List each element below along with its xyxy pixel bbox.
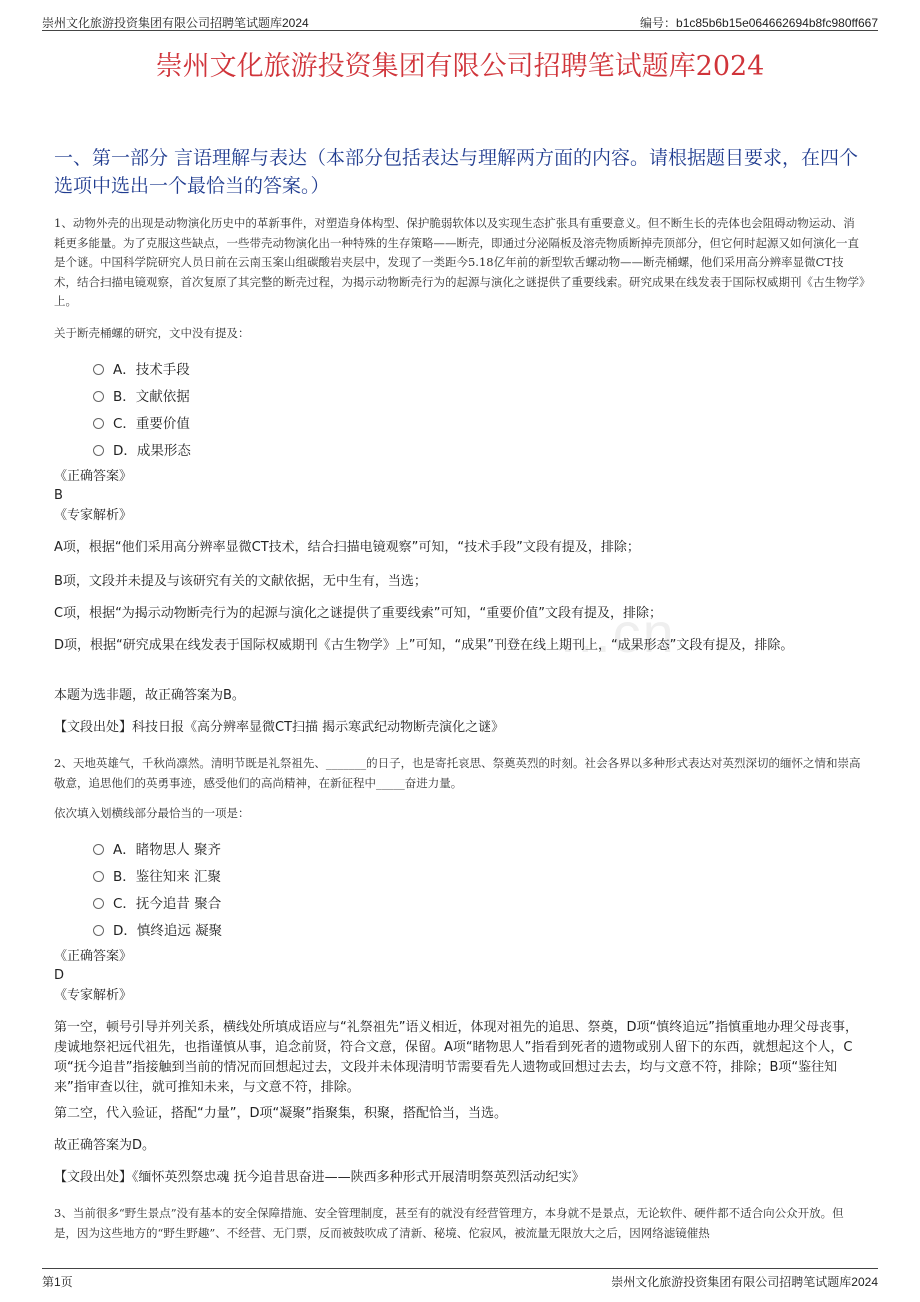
- question-1-analysis-d: D项，根据“研究成果在线发表于国际权威期刊《古生物学》上”可知，“成果”刊登在线上期刊上，“成果形态”文段有提及，排除。: [54, 638, 794, 653]
- radio-icon[interactable]: [93, 844, 104, 855]
- question-1-analysis-c: C项，根据“为揭示动物断壳行为的起源与演化之谜提供了重要线索”可知，“重要价值”文段有提及，排除；: [54, 606, 663, 621]
- question-2-analysis-first-blank: 第一空，顿号引导并列关系，横线处所填成语应与“礼祭祖先”语义相近，体现对祖先的追思、祭奠，D项“慎终追远”指慎重地办理父母丧事，虔诚地祭祀远代祖先，也指谨慎从事，追念前贤，符合文意，保留。A项“睹物思人”指看到死者的遗物或别人留下的东西，就想起这个人，C项“抚今追昔”指接触到当前的情况而回想起过去，文段并未体现清明节需要看先人遗物或回想过去去，均与文意不符，排除；B项“鉴往知来”指审查以往，就可推知未来，与文意不符，排除。: [54, 1020, 858, 1095]
- question-2-option-b[interactable]: [93, 865, 221, 885]
- question-2-answer-label: 《正确答案》: [54, 949, 133, 964]
- question-1-prompt: 关于断壳桶螺的研究，文中没有提及：: [54, 326, 250, 340]
- radio-icon[interactable]: [93, 925, 104, 936]
- section-heading: 一、第一部分 言语理解与表达（本部分包括表达与理解两方面的内容。请根据题目要求，在四个选项中选出一个最恰当的答案。）: [54, 147, 859, 197]
- question-2-analysis-label: 《专家解析》: [54, 988, 133, 1003]
- question-1-source: 【文段出处】科技日报《高分辨率显微CT扫描 揭示寒武纪动物断壳演化之谜》: [54, 720, 505, 735]
- option-label: A．睹物思人 聚齐: [113, 842, 222, 858]
- question-1-conclusion: 本题为选非题，故正确答案为B。: [54, 688, 245, 703]
- question-2-analysis-second-blank: 第二空，代入验证，搭配“力量”，D项“凝聚”指聚集，积聚，搭配恰当，当选。: [54, 1106, 507, 1121]
- option-label: B．文献依据: [113, 389, 190, 405]
- question-1-analysis-b: B项，文段并未提及与该研究有关的文献依据，无中生有，当选；: [54, 574, 427, 589]
- header-document-id: 编号：b1c85b6b15e064662694b8fc980ff667: [640, 16, 878, 30]
- question-2-answer: D: [54, 968, 65, 983]
- question-1-option-d[interactable]: [93, 439, 191, 459]
- page-header: [42, 8, 878, 31]
- radio-icon[interactable]: [93, 418, 104, 429]
- option-label: C．重要价值: [113, 416, 190, 432]
- question-1-analysis-label: 《专家解析》: [54, 508, 133, 523]
- page-footer: [42, 1268, 878, 1291]
- question-2-source: 【文段出处】《缅怀英烈祭忠魂 抚今追昔思奋进——陕西多种形式开展清明祭英烈活动纪实》: [54, 1170, 585, 1185]
- question-1-option-a[interactable]: [93, 358, 190, 378]
- page-title: 崇州文化旅游投资集团有限公司招聘笔试题库2024: [155, 51, 765, 82]
- header-left-text: 崇州文化旅游投资集团有限公司招聘笔试题库2024: [42, 16, 309, 30]
- page-number: 第1页: [42, 1275, 73, 1289]
- question-2-option-c[interactable]: [93, 892, 221, 912]
- option-label: A．技术手段: [113, 362, 190, 378]
- question-1-passage: 1、动物外壳的出现是动物演化历史中的革新事件，对塑造身体构型、保护脆弱软体以及实现生态扩张具有重要意义。但不断生长的壳体也会阻碍动物运动、消耗更多能量。为了克服这些缺点，一些带壳动物演化出一种特殊的生存策略——断壳，即通过分泌隔板及溶壳物质断掉壳顶部分，但它何时起源又如何演化一直是个谜。中国科学院研究人员日前在云南玉案山组碳酸岩夹层中，发现了一类距今5.18亿年前的新型软舌螺动物——断壳桶螺，他们采用高分辨率显微CT技术，结合扫描电镜观察，首次复原了其完整的断壳过程，为揭示动物断壳行为的起源与演化之谜提供了重要线索。研究成果在线发表于国际权威期刊《古生物学》上。: [54, 216, 865, 308]
- radio-icon[interactable]: [93, 445, 104, 456]
- option-label: D．成果形态: [113, 443, 191, 459]
- radio-icon[interactable]: [93, 898, 104, 909]
- question-1-analysis-a: A项，根据“他们采用高分辨率显微CT技术，结合扫描电镜观察”可知，“技术手段”文段有提及，排除；: [54, 540, 640, 555]
- question-2-passage: 2、天地英雄气，千秋尚凛然。清明节既是礼祭祖先、_______的日子，也是寄托哀思、祭奠英烈的时刻。社会各界以多种形式表达对英烈深切的缅怀之情和崇高敬意，追思他们的英勇事迹，感受他们的高尚精神，在新征程中_____奋进力量。: [54, 756, 861, 790]
- option-label: C．抚今追昔 聚合: [113, 896, 222, 912]
- question-1-option-c[interactable]: [93, 412, 190, 432]
- question-1-answer-label: 《正确答案》: [54, 469, 133, 484]
- question-1-answer: B: [54, 488, 63, 503]
- question-2-option-d[interactable]: [93, 919, 222, 939]
- question-2-conclusion: 故正确答案为D。: [54, 1138, 156, 1153]
- question-1-option-b[interactable]: [93, 385, 190, 405]
- radio-icon[interactable]: [93, 364, 104, 375]
- radio-icon[interactable]: [93, 391, 104, 402]
- watermark: ...cn: [560, 601, 676, 664]
- question-2-option-a[interactable]: [93, 838, 221, 858]
- option-label: B．鉴往知来 汇聚: [113, 869, 222, 885]
- question-2-prompt: 依次填入划横线部分最恰当的一项是：: [54, 806, 250, 820]
- radio-icon[interactable]: [93, 871, 104, 882]
- option-label: D．慎终追远 凝聚: [113, 923, 223, 939]
- question-3-passage: 3、当前很多“野生景点”没有基本的安全保障措施、安全管理制度，甚至有的就没有经营管理方，本身就不是景点，无论软件、硬件都不适合向公众开放。但是，因为这些地方的“野生野趣”、不经营、无门票，反而被鼓吹成了清新、秘境、佗寂风，被流量无限放大之后，因网络滤镜催热: [54, 1206, 844, 1240]
- footer-title: 崇州文化旅游投资集团有限公司招聘笔试题库2024: [611, 1275, 878, 1289]
